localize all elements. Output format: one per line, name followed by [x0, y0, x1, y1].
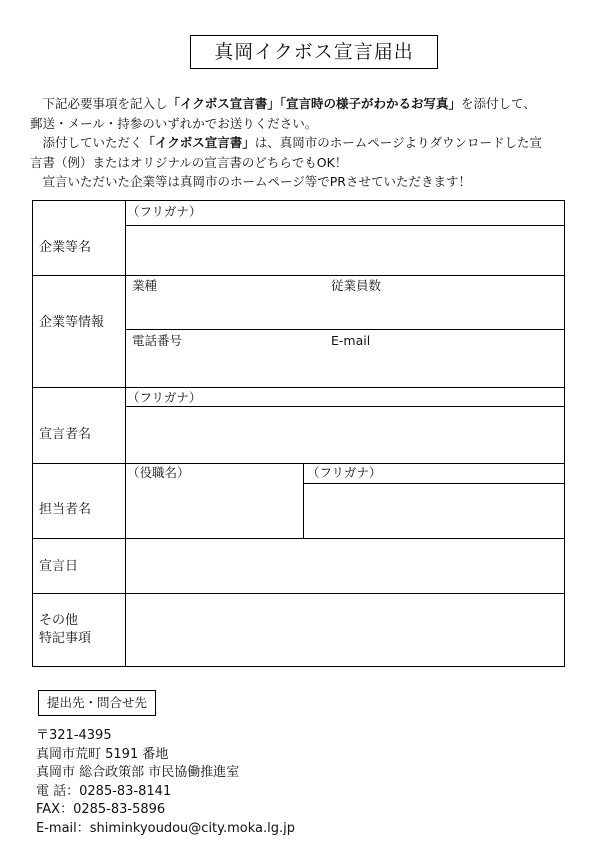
contact-furigana-divider	[303, 483, 564, 484]
info-mid-divider	[125, 329, 564, 330]
declarer-furigana-divider	[125, 406, 564, 407]
declarer-name-label: 宣言者名	[39, 427, 92, 442]
intro-line-2: 郵送・メール・持参のいずれかでお送りください。	[30, 115, 318, 131]
contact-email: E-mail：shiminkyoudou@city.moka.lg.jp	[36, 820, 295, 836]
employees-label: 従業員数	[331, 278, 382, 293]
row-divider-3	[33, 463, 564, 464]
postal-code: 〒321-4395	[36, 728, 112, 743]
company-furigana-divider	[125, 225, 564, 226]
intro-line-3	[30, 133, 590, 153]
intro-line-1	[30, 94, 590, 114]
email-label: E-mail	[331, 333, 371, 348]
telephone: 電 話：0285-83-8141	[36, 783, 172, 799]
intro-line-1-b: 「イクボス宣言書」「宣言時の様子がわかるお写真」	[167, 96, 462, 111]
application-form	[32, 200, 565, 667]
contact-header: 提出先・問合せ先	[38, 690, 156, 716]
row-divider-2	[33, 387, 564, 388]
contact-info	[36, 727, 295, 838]
intro-line-5-text: 宣言いただいた企業等は真岡市のホームページ等でPRさせていただきます！	[42, 174, 471, 189]
row-divider-5	[33, 593, 564, 594]
position-label: （役職名）	[127, 465, 190, 480]
phone-label: 電話番号	[132, 333, 183, 348]
page-title: 真岡イクボス宣言届出	[190, 35, 438, 69]
address: 真岡市荒町 5191 番地	[36, 746, 169, 762]
intro-line-3-c: は、真岡市のホームページよりダウンロードした宣	[254, 135, 543, 150]
other-notes-label-1: その他	[39, 613, 79, 628]
intro-line-3-b: 「イクボス宣言書」	[142, 135, 255, 150]
company-name-label: 企業等名	[39, 240, 92, 255]
intro-line-1-c: を添付して、	[461, 96, 536, 111]
industry-label: 業種	[132, 278, 158, 293]
company-info-label: 企業等情報	[39, 315, 105, 330]
intro-line-5	[30, 172, 590, 192]
contact-furigana-label: （フリガナ）	[307, 465, 382, 480]
intro-line-4: 言書（例）またはオリジナルの宣言書のどちらでもOK！	[30, 154, 348, 170]
intro-line-3-a: 添付していただく	[42, 135, 143, 150]
intro-text	[30, 94, 590, 192]
declarer-furigana-label: （フリガナ）	[127, 390, 202, 405]
declaration-date-label: 宣言日	[39, 559, 79, 574]
department: 真岡市 総合政策部 市民協働推進室	[36, 765, 240, 780]
contact-person-label: 担当者名	[39, 502, 92, 517]
intro-line-1-a: 下記必要事項を記入し	[42, 96, 168, 111]
contact-column-divider	[303, 463, 304, 538]
row-divider-1	[33, 275, 564, 276]
other-notes-label-2: 特記事項	[39, 631, 92, 646]
fax: FAX：0285-83-5896	[36, 802, 166, 817]
company-furigana-label: （フリガナ）	[127, 204, 202, 219]
row-divider-4	[33, 538, 564, 539]
label-column-divider	[125, 201, 126, 666]
